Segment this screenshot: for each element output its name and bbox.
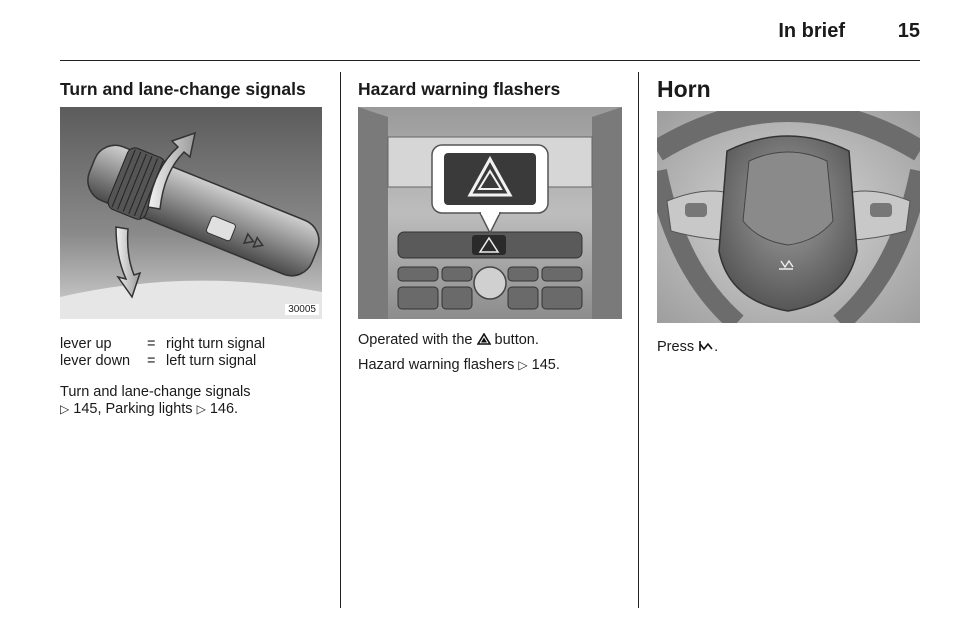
column-divider bbox=[638, 72, 639, 608]
page-header bbox=[60, 0, 920, 61]
page-number: 15 bbox=[897, 20, 920, 42]
hazard-text-before: Operated with the bbox=[358, 332, 473, 348]
legend-value: right turn signal bbox=[166, 336, 266, 352]
legend-key: lever down bbox=[60, 353, 131, 369]
hazard-reference bbox=[358, 357, 560, 374]
reference-link-parking-lights[interactable]: 146. bbox=[209, 401, 239, 417]
turn-signal-lever-figure bbox=[60, 107, 322, 319]
reference-link-hazard[interactable]: 145. bbox=[531, 357, 560, 373]
reference-arrow-icon: ▷ bbox=[196, 402, 206, 416]
hazard-title: Hazard warning flashers bbox=[358, 79, 561, 99]
hazard-button-figure bbox=[358, 107, 622, 319]
hazard-text-after: button. bbox=[494, 332, 539, 348]
section-name: In brief bbox=[778, 20, 845, 42]
reference-line: Turn and lane-change signals bbox=[60, 384, 251, 400]
legend-separator: = bbox=[147, 336, 156, 352]
horn-instruction bbox=[657, 339, 718, 356]
hazard-instruction bbox=[358, 332, 539, 349]
legend-separator: = bbox=[147, 353, 156, 369]
reference-arrow-icon: ▷ bbox=[518, 358, 528, 372]
turn-signals-reference bbox=[60, 384, 251, 418]
legend-row-lever-down bbox=[60, 353, 322, 370]
legend-value: left turn signal bbox=[166, 353, 257, 369]
horn-text: Press bbox=[657, 339, 695, 355]
figure-number: 30005 bbox=[285, 304, 319, 315]
turn-signals-title: Turn and lane-change signals bbox=[60, 79, 306, 99]
legend-key: lever up bbox=[60, 336, 112, 352]
horn-title: Horn bbox=[657, 76, 711, 102]
reference-arrow-icon: ▷ bbox=[60, 402, 70, 416]
horn-text-end: . bbox=[714, 339, 719, 355]
legend-row-lever-up bbox=[60, 336, 322, 353]
reference-line: Hazard warning flashers bbox=[358, 357, 515, 373]
hazard-triangle-icon bbox=[477, 332, 491, 348]
horn-icon bbox=[698, 339, 714, 355]
reference-link-turn-signals[interactable]: 145, Parking lights bbox=[73, 401, 193, 417]
column-divider bbox=[340, 72, 341, 608]
steering-wheel-figure bbox=[657, 111, 920, 323]
